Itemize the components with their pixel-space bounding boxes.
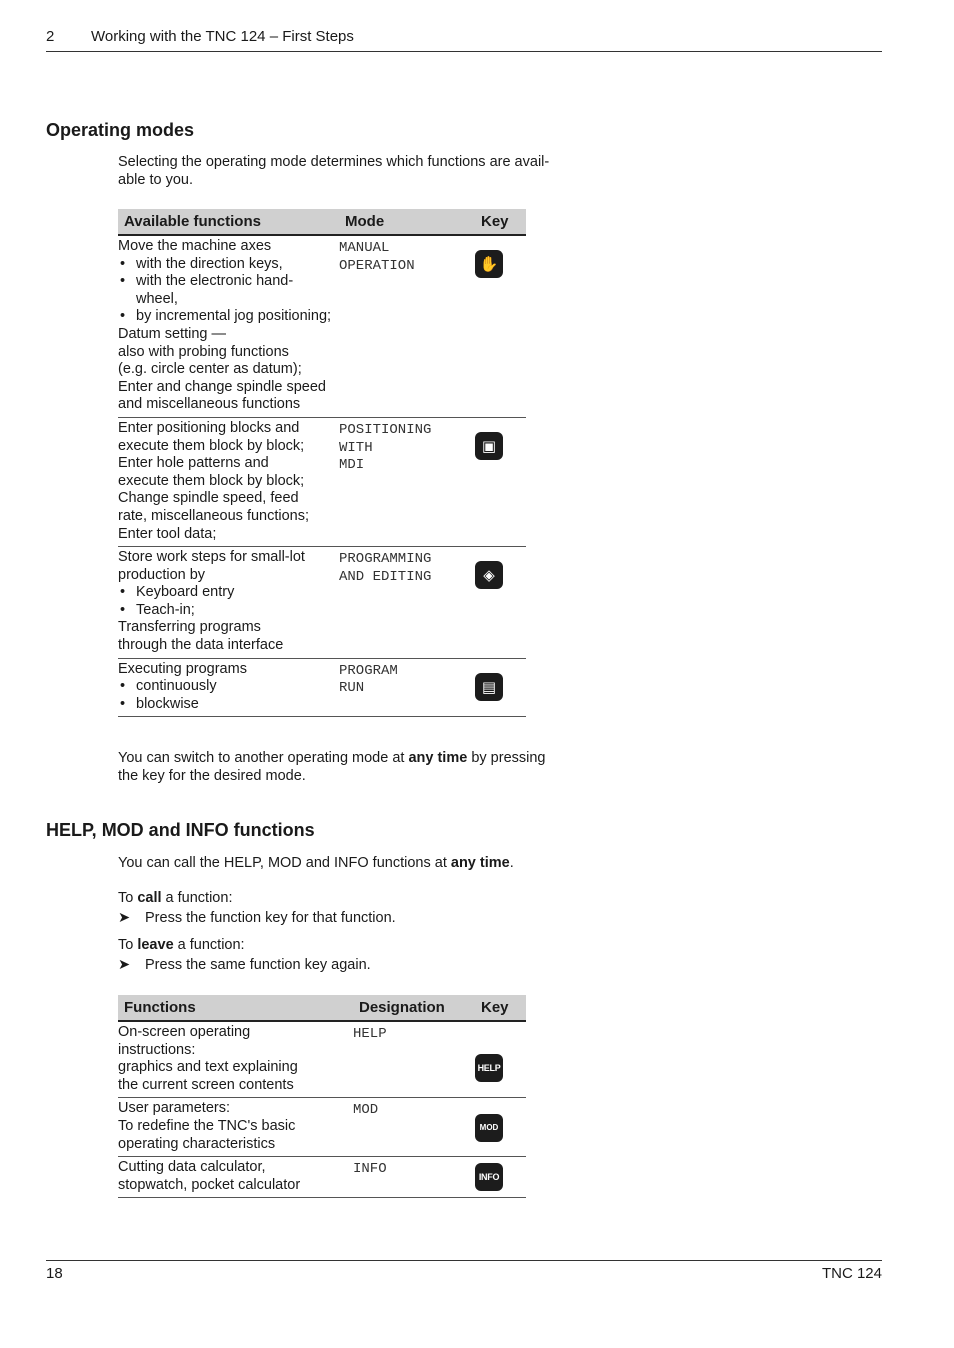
note-line: the key for the desired mode. [118,768,306,784]
emphasis: leave [137,937,174,953]
page-number: 18 [46,1265,63,1282]
table-row [118,547,526,659]
mode-name [339,547,475,659]
table-row [118,235,526,417]
mode-name [339,417,475,546]
bullet-item: • continuously [118,678,339,696]
page-header [46,28,882,52]
key-cell [475,1157,526,1198]
operating-modes-table [118,209,526,717]
info-key[interactable]: INFO [475,1163,503,1191]
chapter-title: Working with the TNC 124 – First Steps [91,28,354,45]
intro-paragraph [118,854,514,872]
text-line: the current screen contents [118,1076,294,1093]
key-cell [475,1021,526,1098]
functions-table [118,995,526,1198]
function-description [118,1021,353,1098]
mdi-icon[interactable]: ▣ [475,432,503,460]
chapter-number: 2 [46,28,55,45]
page-footer [46,1260,882,1282]
text: a function: [161,890,233,906]
text-line: (e.g. circle center as datum); [118,361,302,378]
table-row [118,1021,526,1098]
mode-line: MANUAL [339,240,390,256]
bullet-item: • with the electronic hand- wheel, [118,273,339,308]
product-name: TNC 124 [821,1265,882,1282]
key-cell [475,658,526,717]
table-row [118,658,526,717]
arrow-icon: ➤ [118,910,131,926]
column-header: Available functions [118,209,339,235]
text-line: Cutting data calculator, [118,1159,266,1176]
function-description [118,1157,353,1198]
text-line: Move the machine axes [118,238,272,254]
leave-instructions [118,936,371,974]
bullet-item: • with the direction keys, [118,256,339,274]
designation: MOD [353,1098,475,1157]
text: You can switch to another operating mode at [118,750,409,766]
note-line [118,749,546,767]
hand-icon[interactable]: ✋ [475,250,503,278]
emphasis: call [137,890,162,906]
step-text: Press the same function key again. [145,957,371,973]
key-cell [475,417,526,546]
text: To [118,937,138,953]
mod-key[interactable]: MOD [475,1114,503,1142]
mode-line: MDI [339,457,365,474]
text-line: Enter and change spindle speed [118,378,326,395]
text-line: Store work steps for small-lot [118,549,305,566]
key-cell [475,1098,526,1157]
function-description [118,417,339,546]
step-text: Press the function key for that function. [145,910,396,926]
help-key[interactable]: HELP [475,1054,503,1082]
column-header: Mode [339,209,475,235]
text-line: stopwatch, pocket calculator [118,1176,301,1193]
text-line: Datum setting — [118,325,226,342]
mode-name [339,658,475,717]
table-row [118,417,526,546]
arrow-icon: ➤ [118,957,131,973]
bullet-item: • Teach-in; [118,602,339,620]
key-cell [475,235,526,417]
emphasis: any time [450,855,510,871]
text-line: through the data interface [118,637,284,654]
function-description [118,547,339,659]
mode-line: PROGRAM [339,662,398,679]
text-line: also with probing functions [118,343,289,360]
function-description [118,235,339,417]
text: To [118,890,138,906]
bullet-item: • blockwise [118,696,339,714]
program-run-icon[interactable]: ▤ [475,673,503,701]
section-heading-help-mod-info: HELP, MOD and INFO functions [46,820,315,840]
function-description [118,1098,353,1157]
switch-mode-note [118,749,546,785]
key-cell [475,547,526,659]
function-description [118,658,339,717]
text-line: Enter tool data; [118,525,217,542]
text-line: On-screen operating [118,1024,251,1040]
section-heading-operating-modes: Operating modes [46,120,195,140]
text-line: rate, miscellaneous functions; [118,507,310,524]
mode-line: WITH [339,439,373,456]
text: You can call the HELP, MOD and INFO functions at [118,855,451,871]
column-header: Functions [118,995,353,1021]
text-line: Executing programs [118,660,247,677]
text-line: execute them block by block; [118,437,305,454]
text-line: operating characteristics [118,1135,276,1152]
text-line: and miscellaneous functions [118,396,301,413]
mode-line: PROGRAMMING [339,551,432,568]
bullet-item: • Keyboard entry [118,584,339,602]
text-line: Change spindle speed, feed [118,490,299,507]
mode-line: POSITIONING [339,421,432,438]
mode-line: OPERATION [339,257,415,274]
designation: INFO [353,1157,475,1198]
text-line: graphics and text explaining [118,1059,298,1076]
table-row [118,1157,526,1198]
mode-line: AND EDITING [339,568,432,585]
text-line: To redefine the TNC's basic [118,1117,296,1134]
mode-name [339,235,475,417]
column-header: Designation [353,995,475,1021]
intro-line: Selecting the operating mode determines which functions are avail- [118,154,550,170]
emphasis: any time [408,750,468,766]
text: . [509,855,514,871]
text-line: Enter positioning blocks and [118,419,300,436]
text-line: Transferring programs [118,619,261,636]
text-line: Enter hole patterns and [118,455,269,472]
designation: HELP [353,1021,475,1098]
programming-icon[interactable]: ◈ [475,561,503,589]
text-line: instructions: [118,1041,196,1058]
text: a function: [173,937,245,953]
intro-paragraph [118,153,549,189]
column-header: Key [475,995,526,1021]
table-header-row [118,209,526,235]
call-instructions [118,889,396,927]
intro-line: able to you. [118,172,193,188]
mode-line: RUN [339,680,365,697]
text-line: User parameters: [118,1100,231,1117]
text-line: execute them block by block; [118,472,305,489]
bullet-item: • by incremental jog positioning; [118,308,339,326]
text-line: production by [118,566,206,583]
table-row [118,1098,526,1157]
text: by pressing [467,750,546,766]
column-header: Key [475,209,526,235]
table-header-row [118,995,526,1021]
